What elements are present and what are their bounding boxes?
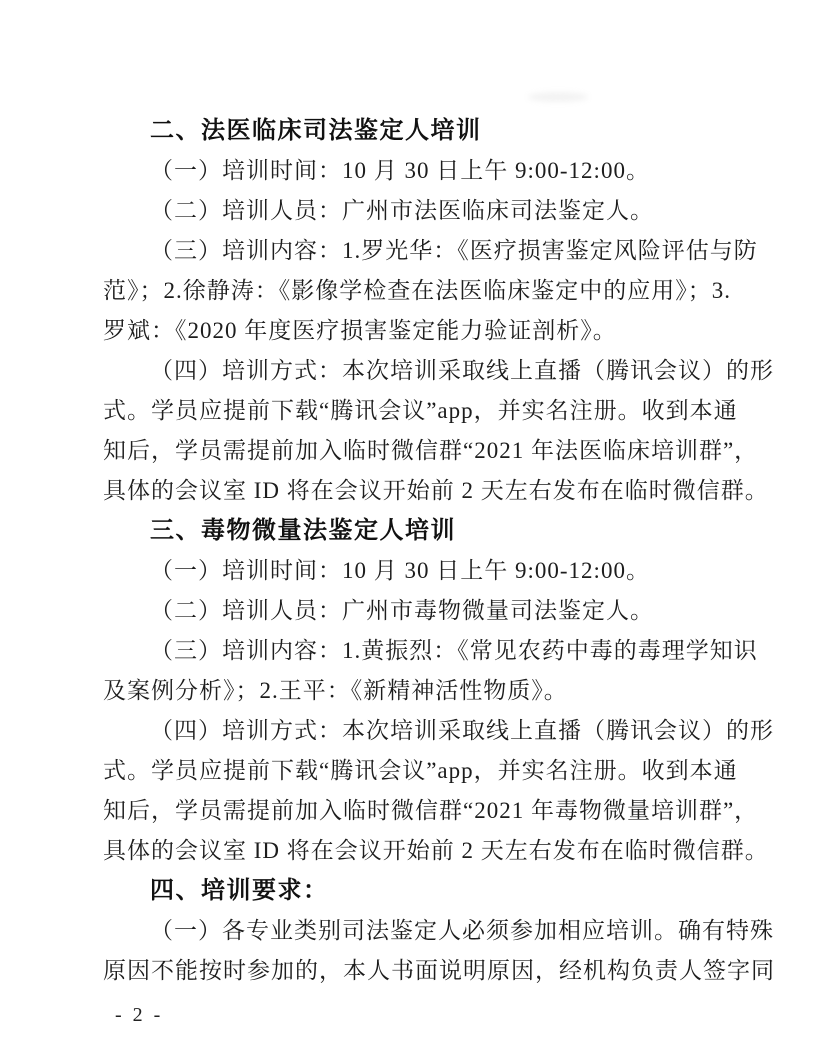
text-line: （一）培训时间：10 月 30 日上午 9:00-12:00。	[150, 558, 650, 583]
text-line: 范》；2.徐静涛：《影像学检查在法医临床鉴定中的应用》；3.	[103, 278, 731, 303]
text-line: （四）培训方式：本次培训采取线上直播（腾讯会议）的形	[150, 358, 774, 383]
section-heading: 二、法医临床司法鉴定人培训	[150, 117, 482, 144]
text-line: （三）培训内容：1.黄振烈：《常见农药中毒的毒理学知识	[150, 638, 758, 663]
section-heading: 三、毒物微量法鉴定人培训	[150, 517, 456, 544]
page-number: - 2 -	[115, 1004, 164, 1026]
text-line: 罗斌：《2020 年度医疗损害鉴定能力验证剖析》。	[103, 318, 617, 343]
text-line: 式。学员应提前下载“腾讯会议”app，并实名注册。收到本通	[103, 398, 738, 423]
text-line: 式。学员应提前下载“腾讯会议”app，并实名注册。收到本通	[103, 758, 738, 783]
scan-artifact	[528, 92, 588, 102]
text-line: （一）各专业类别司法鉴定人必须参加相应培训。确有特殊	[150, 918, 774, 943]
section-heading: 四、培训要求：	[150, 877, 329, 904]
text-line: 具体的会议室 ID 将在会议开始前 2 天左右发布在临时微信群。	[103, 838, 769, 863]
text-line: （二）培训人员：广州市法医临床司法鉴定人。	[150, 198, 654, 223]
document-text-block	[103, 111, 775, 991]
text-line: 知后，学员需提前加入临时微信群“2021 年法医临床培训群”，	[103, 438, 759, 463]
text-line: 及案例分析》；2.王平：《新精神活性物质》。	[103, 678, 568, 703]
text-line: 具体的会议室 ID 将在会议开始前 2 天左右发布在临时微信群。	[103, 478, 769, 503]
text-line: （一）培训时间：10 月 30 日上午 9:00-12:00。	[150, 158, 650, 183]
text-line: （四）培训方式：本次培训采取线上直播（腾讯会议）的形	[150, 718, 774, 743]
text-line: 原因不能按时参加的，本人书面说明原因，经机构负责人签字同	[103, 958, 775, 983]
text-line: 知后，学员需提前加入临时微信群“2021 年毒物微量培训群”，	[103, 798, 759, 823]
text-line: （二）培训人员：广州市毒物微量司法鉴定人。	[150, 598, 654, 623]
text-line: （三）培训内容：1.罗光华：《医疗损害鉴定风险评估与防	[150, 238, 758, 263]
